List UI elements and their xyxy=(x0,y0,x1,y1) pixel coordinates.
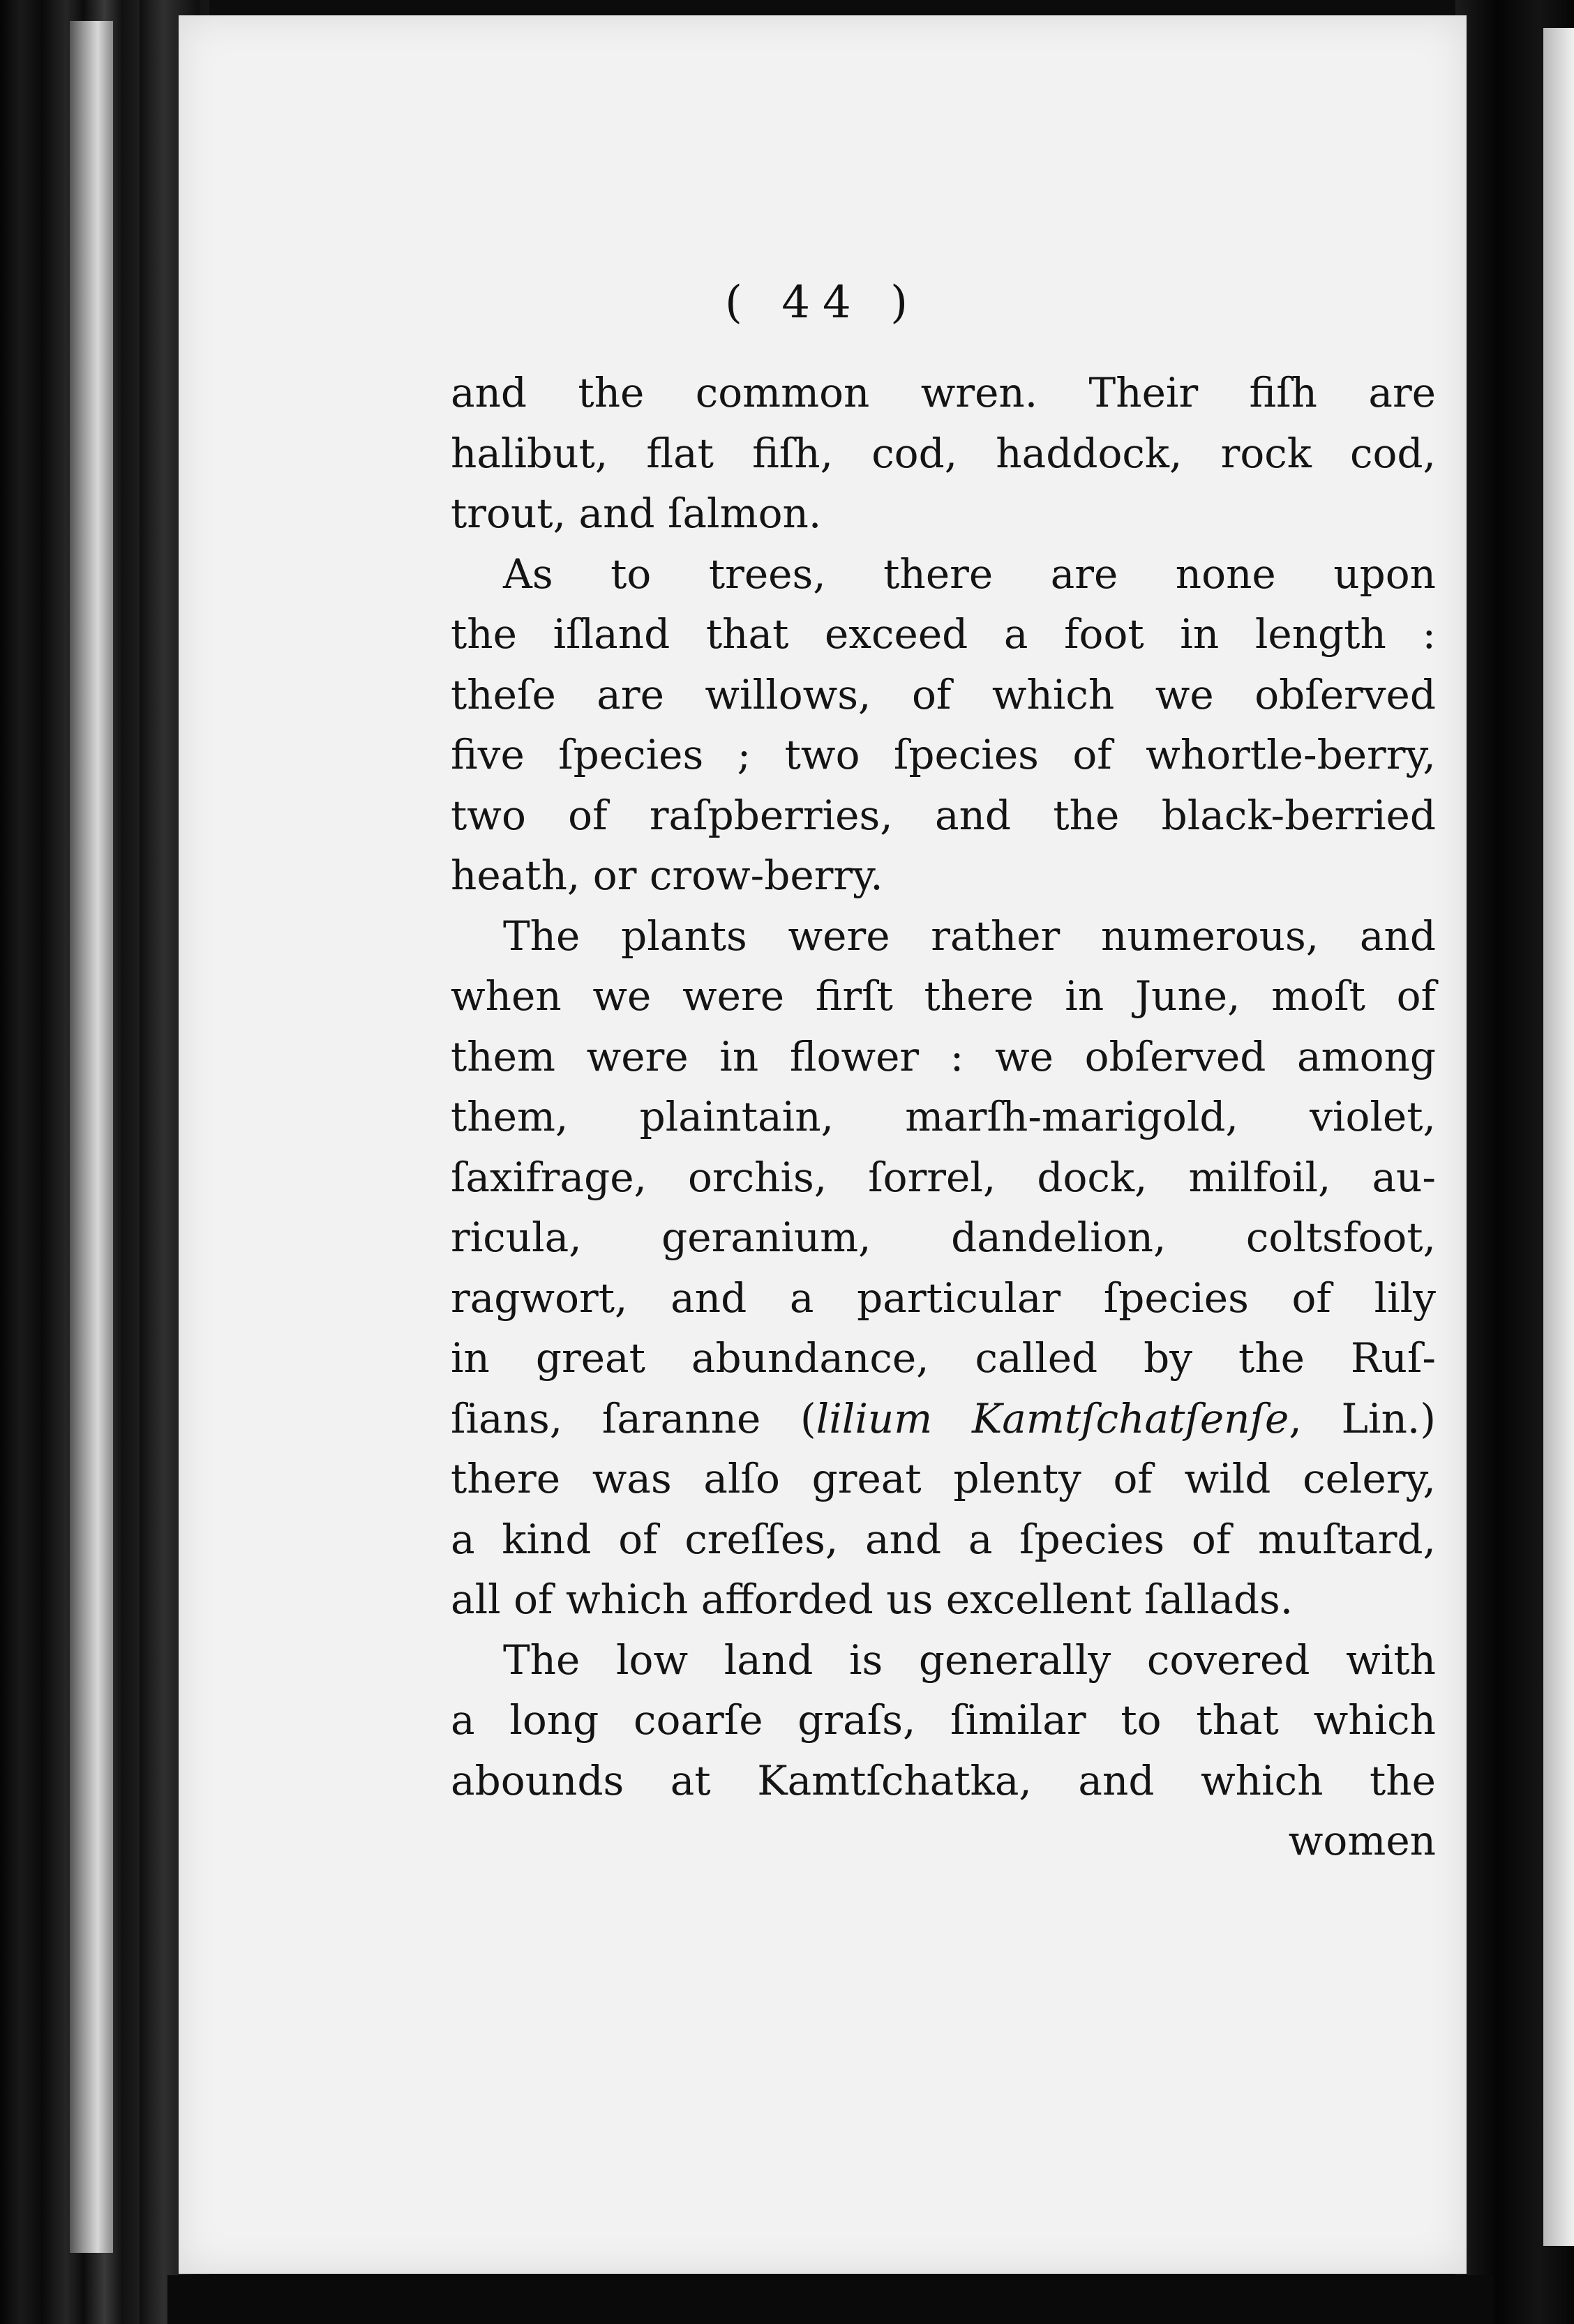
text-line: As to trees, there are none upon xyxy=(503,550,1436,598)
latin-name: lilium Kamtſchatſenſe xyxy=(816,1394,1289,1442)
text-line-with-italic xyxy=(451,1389,1436,1449)
text-line: all of which afforded us excellent ſallads. xyxy=(451,1576,1294,1623)
text-line: two of raſpberries, and the black-berried xyxy=(451,791,1436,839)
text-line: five ſpecies ; two ſpecies of whortle-berry, xyxy=(451,731,1436,778)
text-line: The low land is generally covered with xyxy=(503,1636,1436,1684)
text-line: ricula, geranium, dandelion, coltsfoot, xyxy=(451,1214,1436,1261)
page-number: ( 44 ) xyxy=(724,277,921,329)
text-line: in great abundance, called by the Ruſ- xyxy=(451,1334,1436,1382)
book-page xyxy=(179,15,1467,2274)
text-segment: , Lin.) xyxy=(1289,1394,1436,1442)
text-line: and the common wren. Their fiſh are xyxy=(451,369,1436,416)
text-line: halibut, flat fiſh, cod, haddock, rock cod, xyxy=(451,429,1436,477)
text-line: trout, and ſalmon. xyxy=(451,490,822,537)
text-line: them, plaintain, marſh-marigold, violet, xyxy=(451,1093,1436,1140)
text-line: The plants were rather numerous, and xyxy=(503,912,1436,960)
binding-highlight xyxy=(70,21,113,2253)
text-line: abounds at Kamtſchatka, and which the xyxy=(451,1756,1436,1804)
text-line: ragwort, and a particular ſpecies of lily xyxy=(451,1274,1436,1322)
text-line: ſaxifrage, orchis, ſorrel, dock, milfoil, au- xyxy=(451,1153,1436,1201)
text-line: when we were firſt there in June, moſt of xyxy=(451,972,1436,1020)
text-line: the iſland that exceed a foot in length : xyxy=(451,610,1436,658)
next-page-sliver xyxy=(1543,28,1574,2246)
bottom-edge xyxy=(167,2275,1493,2324)
text-line: them were in flower : we obſerved among xyxy=(451,1032,1436,1080)
text-line: there was alſo great plenty of wild celery, xyxy=(451,1455,1436,1502)
text-segment: ſians, ſaranne ( xyxy=(451,1394,816,1442)
text-line: a kind of creſſes, and a ſpecies of muſtard, xyxy=(451,1515,1436,1563)
catchword: women xyxy=(1288,1817,1436,1864)
text-line: heath, or crow-berry. xyxy=(451,852,883,899)
text-line: a long coarſe graſs, ſimilar to that which xyxy=(451,1696,1436,1744)
body-text xyxy=(451,363,1436,1871)
text-line: theſe are willows, of which we obſerved xyxy=(451,670,1436,718)
